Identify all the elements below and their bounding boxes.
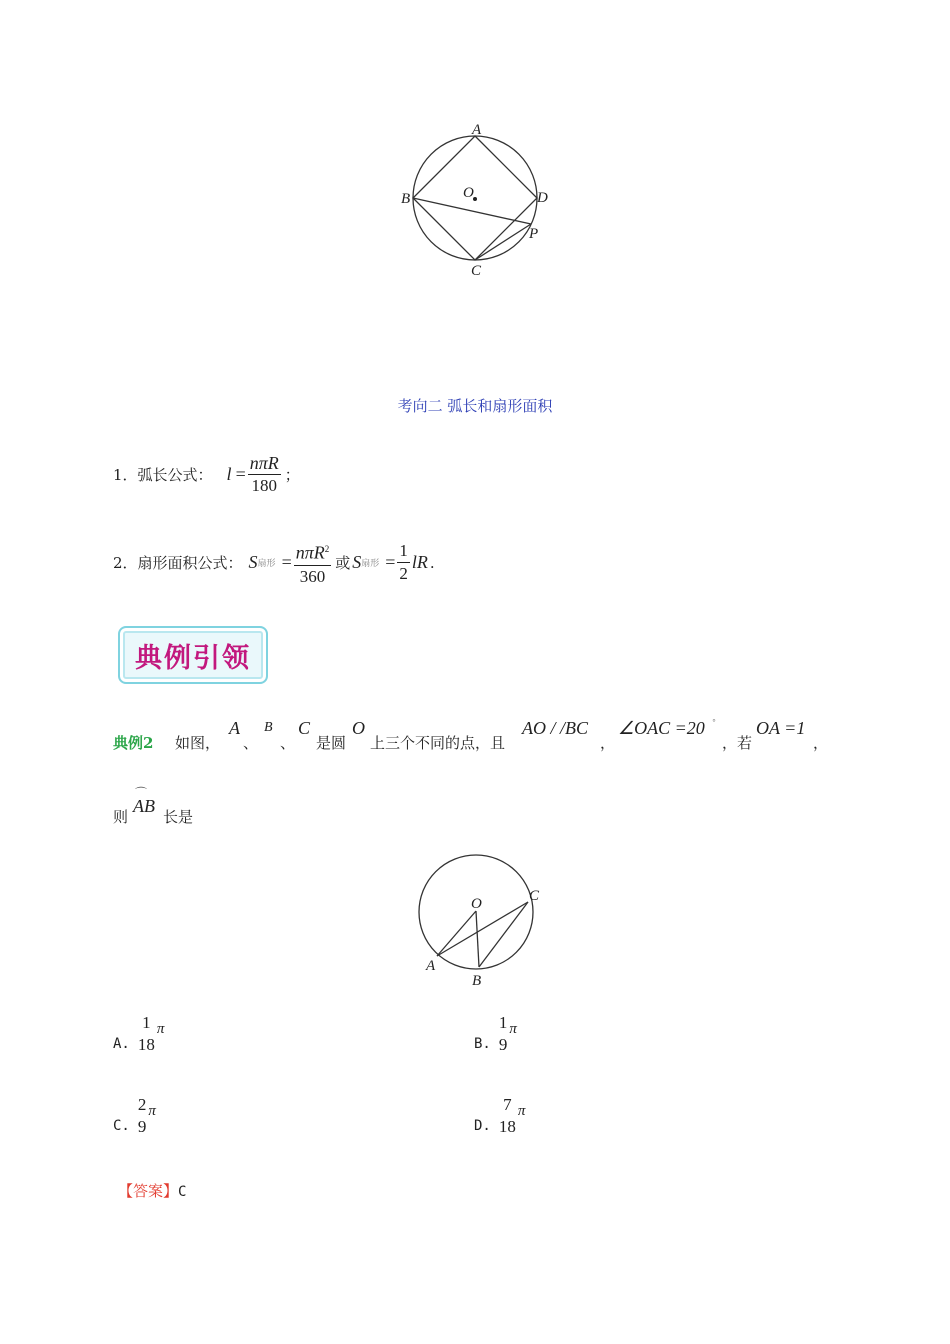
condition-parallel: AO / /BC xyxy=(522,718,588,738)
sector-area-formula: 2．扇形面积公式： S 扇形 = $\frac{n\pi R^2}{360}$ 或 S 扇形 = $\frac{1}{2}$ lR . xyxy=(113,538,435,588)
arc-fraction: $\frac{\text{nπR}}{180}$ xyxy=(249,453,279,495)
option-c[interactable]: C. 2 9 π xyxy=(113,1095,156,1136)
option-d[interactable]: D. 7 18 π xyxy=(474,1095,526,1136)
arc-symbol: ⌒ xyxy=(135,786,148,800)
fig2-label-c: C xyxy=(529,888,540,904)
label-p: P xyxy=(529,226,539,242)
option-a[interactable]: A. 1 18 π xyxy=(113,1013,165,1054)
figure-circle-triangle xyxy=(410,850,550,990)
example-badge xyxy=(118,626,268,684)
point-c: C xyxy=(298,718,311,738)
label-b: B xyxy=(401,191,411,207)
sector-fraction: $\frac{n\pi R^2}{360}$ xyxy=(294,538,332,588)
badge-text: 典例引领 xyxy=(135,642,251,674)
section-title: 考向二 弧长和扇形面积 xyxy=(397,397,553,415)
fig2-label-b: B xyxy=(472,973,482,989)
example-question-line2: 则 ⌒ AB 长是 xyxy=(113,786,194,826)
fig2-label-o: O xyxy=(471,896,482,912)
arc-formula-prefix: 1．弧长公式： xyxy=(113,466,213,484)
condition-radius: OA =1 xyxy=(756,718,806,738)
fig2-label-a: A xyxy=(426,958,436,974)
label-d: D xyxy=(537,190,548,206)
condition-angle: ∠OAC =20 xyxy=(618,718,705,738)
answer-label: 答案 xyxy=(133,1182,164,1200)
label-o: O xyxy=(463,185,474,201)
label-a: A xyxy=(472,122,482,138)
label-c: C xyxy=(471,263,482,279)
figure-circle-square xyxy=(395,118,555,283)
sector-formula-prefix: 2．扇形面积公式： xyxy=(113,554,243,573)
example-question-line1: 典例2 如图， A 、 B 、 C 是圆 O 上三个不同的点，且 AO / /BC ， ∠OAC =20 ° ，若 OA =1 ， xyxy=(113,718,829,752)
arc-ab: AB xyxy=(133,796,155,816)
answer-value: C xyxy=(178,1184,187,1200)
half-fraction: $\frac{1}{2}$ xyxy=(399,541,408,584)
point-b: B xyxy=(264,720,273,735)
answer-line: 【答案】C xyxy=(118,1182,187,1200)
example-label: 典例2 xyxy=(113,734,154,752)
point-o: O xyxy=(352,718,365,738)
arc-length-formula: 1．弧长公式： l = $\frac{\text{nπR}}{180}$ ； xyxy=(113,453,300,495)
point-a: A xyxy=(229,718,240,738)
option-b[interactable]: B. 1 9 π xyxy=(474,1013,517,1054)
